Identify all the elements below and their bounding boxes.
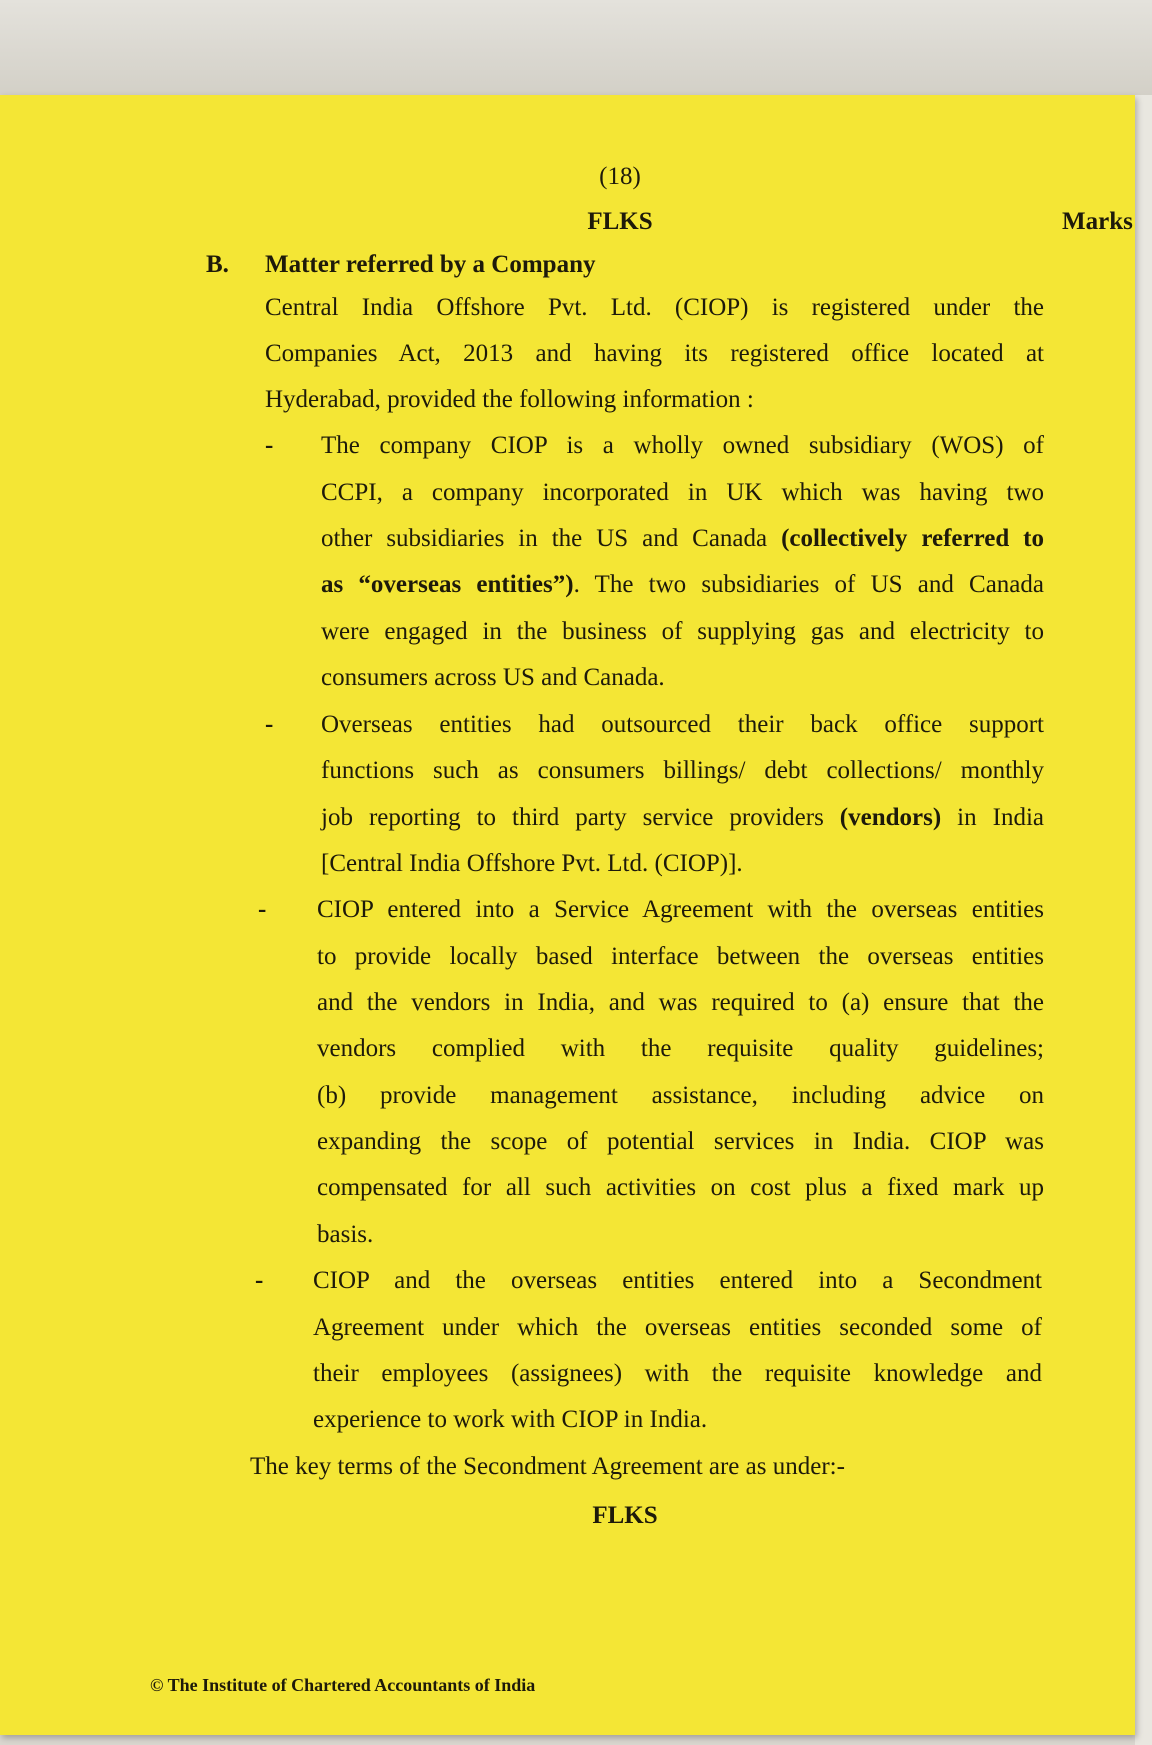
bullet-line: functions such as consumers billings/ debt collections/ monthly <box>321 757 1044 784</box>
marks-label: Marks <box>1062 208 1133 235</box>
intro-line: Central India Offshore Pvt. Ltd. (CIOP) is registered under the <box>265 294 1044 321</box>
bullet-line: compensated for all such activities on cost plus a fixed mark up <box>317 1174 1044 1201</box>
bullet-text: . The two subsidiaries of US and Canada <box>573 571 1044 598</box>
bullet-line: expanding the scope of potential services in India. CIOP was <box>317 1128 1044 1155</box>
bullet-line <box>321 562 1044 609</box>
bullet-marker: - <box>255 1267 264 1294</box>
page-number: (18) <box>599 163 641 190</box>
bullet-line: to provide locally based interface between the overseas entities <box>317 943 1044 970</box>
bullet-line: and the vendors in India, and was required to (a) ensure that the <box>317 989 1044 1016</box>
document-page <box>0 95 1135 1735</box>
scan-top-edge <box>0 0 1152 100</box>
bullet-line: consumers across US and Canada. <box>321 664 665 691</box>
bullet-line: CIOP entered into a Service Agreement with the overseas entities <box>317 896 1044 923</box>
bullet-marker: - <box>265 711 274 738</box>
intro-line: Companies Act, 2013 and having its registered office located at <box>265 340 1044 367</box>
bullet-line: experience to work with CIOP in India. <box>313 1406 708 1433</box>
bullet-line: (b) provide management assistance, including advice on <box>317 1082 1044 1109</box>
bullet-marker: - <box>265 432 274 459</box>
closing-line: The key terms of the Secondment Agreement are as under:- <box>250 1453 845 1480</box>
bold-term: (collectively referred to <box>781 525 1045 552</box>
bullet-line <box>321 516 1044 563</box>
copyright-notice: © The Institute of Chartered Accountants of India <box>150 1675 536 1695</box>
bullet-line: CIOP and the overseas entities entered into a Secondment <box>313 1267 1042 1294</box>
bullet-line: were engaged in the business of supplying gas and electricity to <box>321 618 1044 645</box>
intro-line: Hyderabad, provided the following information : <box>265 386 754 413</box>
page-title: FLKS <box>587 208 653 235</box>
bullet-line: vendors complied with the requisite quality guidelines; <box>317 1035 1044 1062</box>
section-heading: Matter referred by a Company <box>265 251 596 278</box>
bold-term: (vendors) <box>839 804 942 831</box>
bullet-line: their employees (assignees) with the requisite knowledge and <box>313 1360 1042 1387</box>
bullet-line: basis. <box>317 1221 374 1248</box>
bullet-marker: - <box>258 896 267 923</box>
bullet-text: other subsidiaries in the US and Canada <box>321 525 782 552</box>
bullet-line: [Central India Offshore Pvt. Ltd. (CIOP)]. <box>321 850 743 877</box>
bold-term: as “overseas entities”) <box>321 571 574 598</box>
bullet-text: job reporting to third party service providers <box>321 804 840 831</box>
bullet-line: CCPI, a company incorporated in UK which was having two <box>321 479 1044 506</box>
bullet-line: Overseas entities had outsourced their back office support <box>321 711 1044 738</box>
bullet-line: Agreement under which the overseas entities seconded some of <box>313 1314 1042 1341</box>
bullet-line: The company CIOP is a wholly owned subsidiary (WOS) of <box>321 432 1044 459</box>
scan-right-edge <box>1135 95 1152 1745</box>
footer-title: FLKS <box>592 1502 658 1529</box>
bullet-line <box>321 795 1044 842</box>
section-letter: B. <box>206 251 229 278</box>
bullet-text: in India <box>941 804 1044 831</box>
